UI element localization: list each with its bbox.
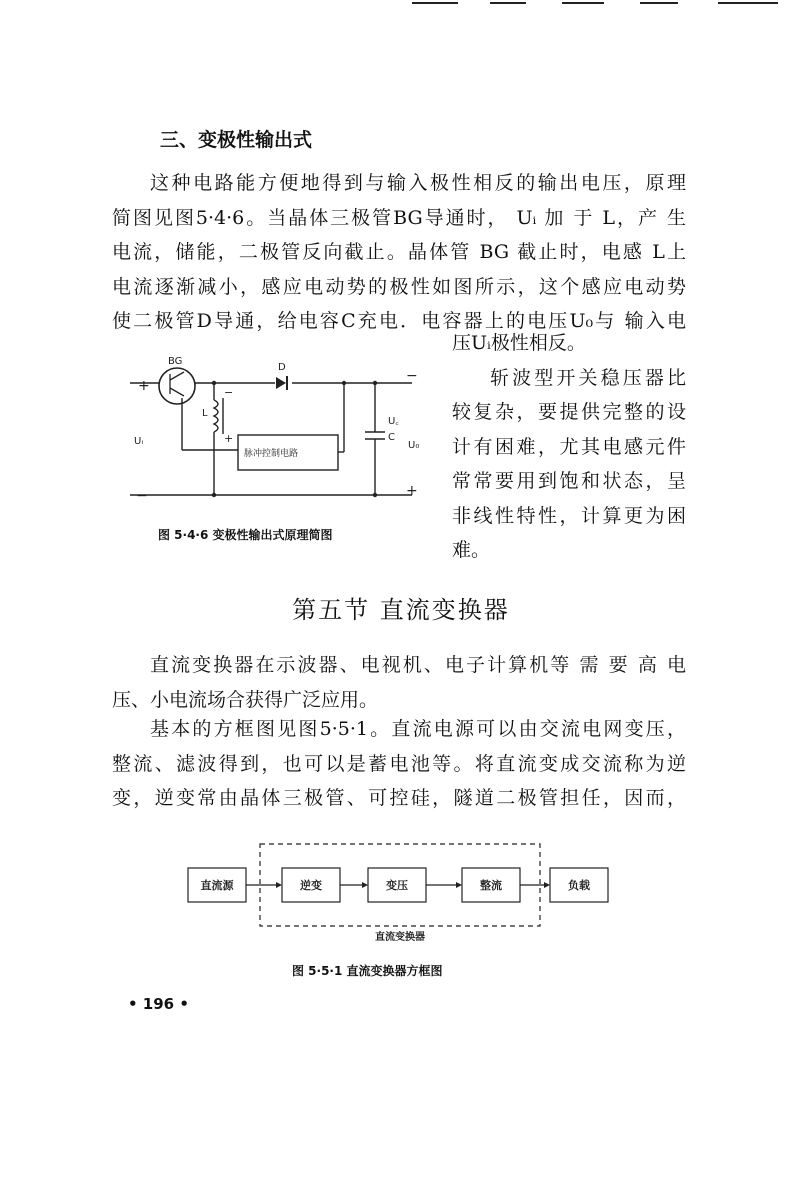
text-line: 常常要用到饱和状态，呈: [452, 470, 686, 492]
label-d: D: [278, 362, 286, 373]
text-line: 压Uᵢ极性相反。: [452, 332, 586, 354]
label-ui: Uᵢ: [134, 436, 144, 447]
paragraph-intro: [112, 648, 686, 717]
circuit-diagram-5-4-6: [120, 350, 430, 510]
text-line: 整流、滤波得到，也可以是蓄电池等。将直流变成交流称为逆: [112, 752, 686, 775]
label-output-minus: −: [406, 368, 418, 384]
group-label-dc-converter: 直流变换器: [375, 932, 425, 943]
label-l-plus: +: [224, 432, 234, 445]
label-input-plus: +: [138, 378, 150, 394]
label-l: L: [202, 408, 208, 419]
text-line: 计有困难，尤其电感元件: [452, 435, 686, 458]
block-dc-source: 直流源: [200, 879, 234, 892]
text-line: 难。: [452, 539, 491, 561]
text-line: 直流变换器在示波器、电视机、电子计算机等 需 要 高 电: [150, 654, 686, 676]
paragraph-principle: [112, 166, 686, 339]
paragraph-block-diagram: [112, 712, 686, 816]
text-line: 非线性特性，计算更为困: [452, 504, 686, 527]
block-inverter: 逆变: [300, 879, 322, 892]
text-line: 使二极管D导通，给电容C充电．电容器上的电压U₀与 输入电: [112, 310, 686, 332]
text-line: 斩波型开关稳压器比: [490, 366, 686, 389]
section-title: 第五节 直流变换器: [292, 596, 510, 624]
label-uc: U꜀: [388, 416, 399, 427]
label-output-plus: +: [406, 483, 418, 499]
block-rectifier: 整流: [480, 879, 502, 892]
page-number: • 196 •: [128, 995, 189, 1013]
text-line: 变，逆变常由晶体三极管、可控硅，隧道二极管担任，因而，: [112, 787, 686, 809]
figure-caption-5-4-6: 图 5·4·6 变极性输出式原理简图: [158, 528, 333, 542]
figure-caption-5-5-1: 图 5·5·1 直流变换器方框图: [292, 964, 443, 978]
text-line: 电流逐渐减小，感应电动势的极性如图所示，这个感应电动势: [112, 275, 686, 298]
block-transformer: 变压: [386, 879, 408, 892]
text-line: 压、小电流场合获得广泛应用。: [112, 688, 379, 711]
block-diagram-5-5-1: [180, 838, 620, 948]
label-bg: BG: [168, 356, 183, 367]
text-line: 这种电路能方便地得到与输入极性相反的输出电压，原理: [150, 172, 686, 194]
block-load: 负载: [568, 879, 590, 892]
paragraph-side: [452, 326, 686, 568]
label-input-minus: −: [136, 488, 148, 504]
top-rules: [0, 0, 802, 8]
text-line: 简图见图5·4·6。当晶体三极管BG导通时， Uᵢ 加 于 L，产 生: [112, 206, 686, 229]
label-uo: U₀: [408, 440, 420, 451]
section-heading: 三、变极性输出式: [160, 129, 313, 151]
text-line: 基本的方框图见图5·5·1。直流电源可以由交流电网变压，: [150, 718, 686, 740]
label-c: C: [388, 432, 395, 443]
text-line: 较复杂，要提供完整的设: [452, 401, 686, 423]
text-line: 电流，储能，二极管反向截止。晶体管 BG 截止时，电感 L上: [112, 241, 686, 263]
label-l-minus: −: [224, 386, 234, 399]
label-control-circuit: 脉冲控制电路: [244, 449, 299, 459]
